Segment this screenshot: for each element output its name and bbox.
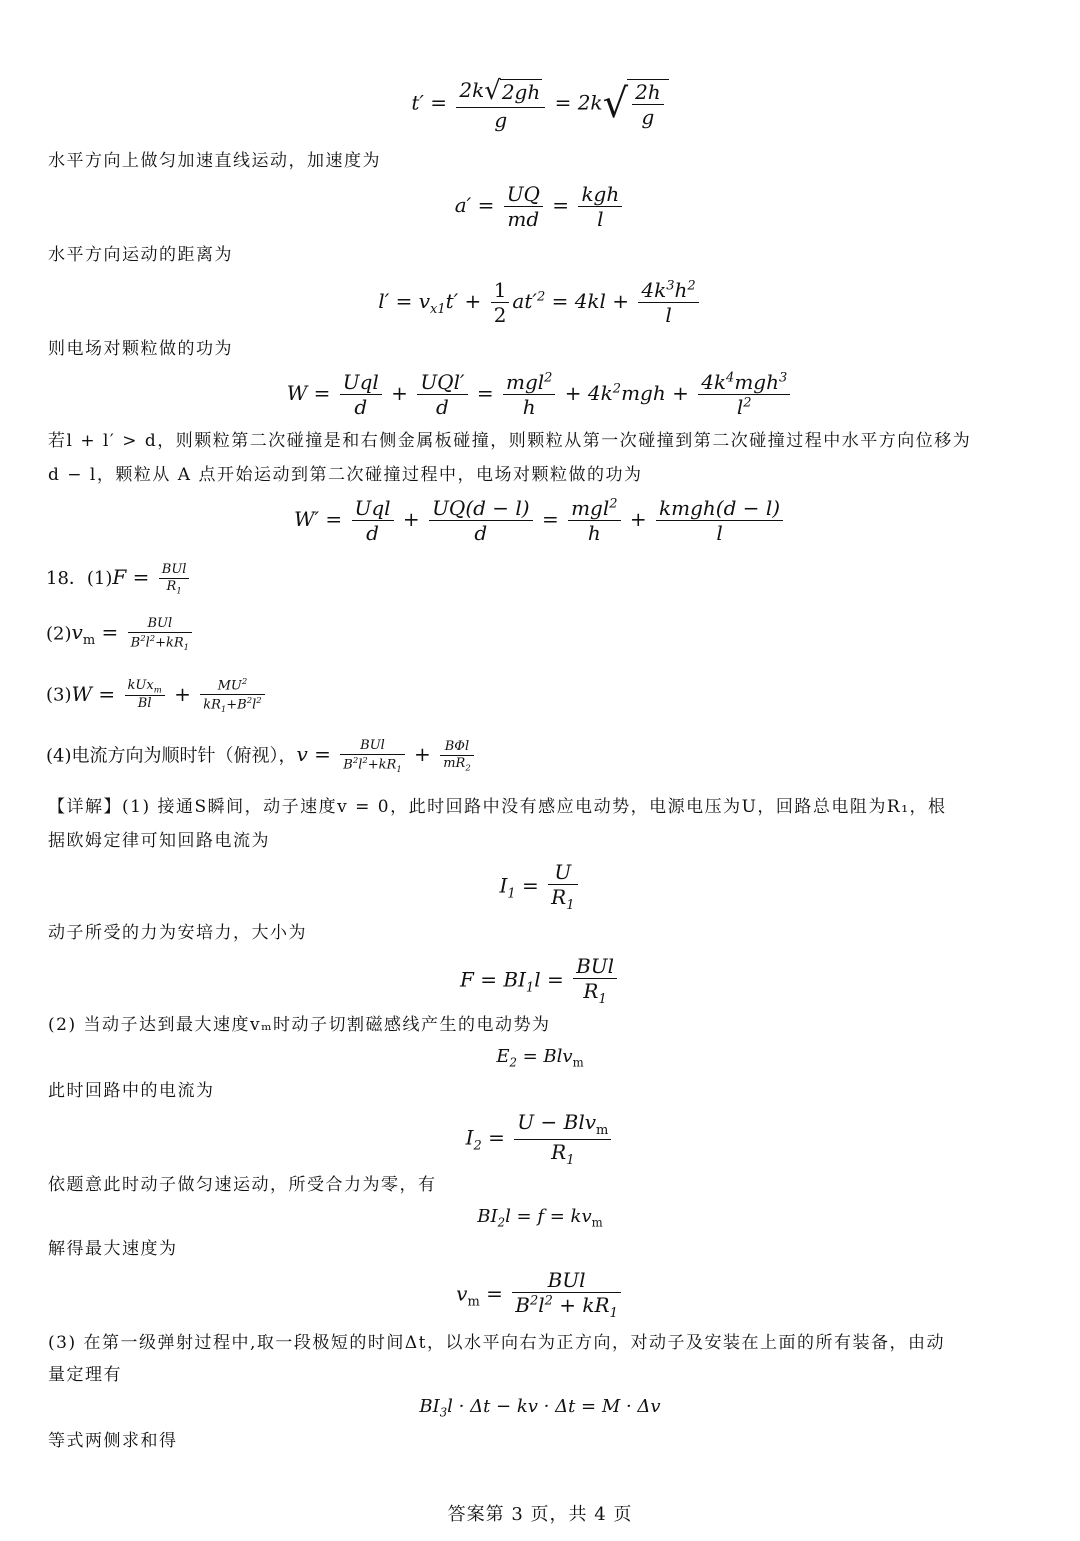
detail-line-1: 【详解】(1) 接通S瞬间，动子速度v = 0，此时回路中没有感应电动势，电源电压为U，回路总电阻为R₁，根 [48, 797, 947, 817]
equation-a-prime: a′ = $\frac{UQ}{md}$ = $\frac{\text{kgh}}{l}$ [0, 182, 1080, 231]
equation-F: $F = BI_1l$ = $\frac{\text{BUl}}{R_1}$ [0, 954, 1080, 1008]
text-line-5: d − l，颗粒从 A 点开始运动到第二次碰撞过程中，电场对颗粒做的功为 [48, 465, 643, 485]
detail-line-4: (2) 当动子达到最大速度vₘ时动子切割磁感线产生的电动势为 [48, 1015, 551, 1035]
equation-momentum: $BI_3l \cdot \Delta t$ − kv · Δt = M · Δv [419, 1396, 661, 1420]
text-line-1: 水平方向上做匀加速直线运动，加速度为 [48, 151, 381, 171]
page-footer: 答案第 3 页，共 4 页 [447, 1504, 633, 1525]
answer-3: (3)W = $\frac{kUx_m}{Bl}$ + $\frac{MU^2}{kR_1+B^2l^2}$ [46, 676, 268, 714]
equation-I2: $I_2$ = $\frac{U - Blv_m}{R_1}$ [0, 1110, 1080, 1168]
detail-line-3: 动子所受的力为安培力，大小为 [48, 923, 307, 943]
text-line-4: 若l + l′ > d，则颗粒第二次碰撞是和右侧金属板碰撞，则颗粒从第一次碰撞到第二次碰撞过程中水平方向位移为 [48, 431, 972, 451]
detail-line-6: 依题意此时动子做匀速运动，所受合力为零，有 [48, 1175, 437, 1195]
text-line-3: 则电场对颗粒做的功为 [48, 339, 233, 359]
answer-1: 18．(1)F = $\frac{\text{BUl}}{R_1}$ [46, 562, 192, 595]
answer-3-prefix: (3) [46, 684, 72, 706]
answer-2: $(2)v_m$ = $\frac{\text{BUl}}{B^2l^2+kR_1}$ [46, 616, 195, 652]
answer-1-prefix: 18．(1) [46, 568, 113, 590]
equation-t-prime: t′ = $\frac{2k√2gh}{g}$ = 2k√ $\frac{2h}{g}$ [0, 76, 1080, 132]
detail-line-8: (3) 在第一级弹射过程中,取一段极短的时间Δt，以水平向右为正方向，对动子及安装在上面的所有装备，由动 [48, 1333, 945, 1353]
equation-vm: $v_m$ = $\frac{\text{BUl}}{B^2l^2 + kR_1}$ [0, 1268, 1080, 1322]
text-line-2: 水平方向运动的距离为 [48, 245, 233, 265]
detail-line-2: 据欧姆定律可知回路电流为 [48, 831, 270, 851]
equation-work: W = $\frac{\text{Uql}}{d}$ + $\frac{\text{UQl′}}{d}$ = $\frac{mgl^2}{h}$ + $4k^2mgh$ + $\frac{4k^4mgh^3}{l^2}$ [0, 370, 1080, 419]
equation-work-prime: W′ = $\frac{\text{Uql}}{d}$ + $\frac{UQ(d - l)}{d}$ = $\frac{mgl^2}{h}$ + $\frac{\text{kmgh(d − l)}}{l}$ [0, 496, 1080, 545]
detail-line-10: 等式两侧求和得 [48, 1431, 178, 1451]
answer-2-prefix: (2) [46, 623, 72, 645]
detail-line-5: 此时回路中的电流为 [48, 1081, 215, 1101]
equation-I1: $I_1$ = $\frac{U}{R_1}$ [0, 860, 1080, 914]
answer-4: (4)电流方向为顺时针（俯视），v = $\frac{\text{BUl}}{B^2l^2+kR_1}$ + $\frac{\text{BΦl}}{mR_2}$ [46, 738, 477, 774]
equation-balance: $BI_2l = f = kv_m$ [477, 1206, 603, 1230]
detail-line-7: 解得最大速度为 [48, 1239, 178, 1259]
equation-l-prime: $l' = v_{x1}t'$ + $\frac{1}{2}$ $at'^2 = 4kl$ + $\frac{4k^3h^2}{l}$ [0, 278, 1080, 327]
detail-line-9: 量定理有 [48, 1365, 122, 1385]
answer-4-prefix: (4)电流方向为顺时针（俯视）， [46, 745, 297, 767]
equation-E2: $E_2 = Blv_m$ [496, 1046, 584, 1070]
